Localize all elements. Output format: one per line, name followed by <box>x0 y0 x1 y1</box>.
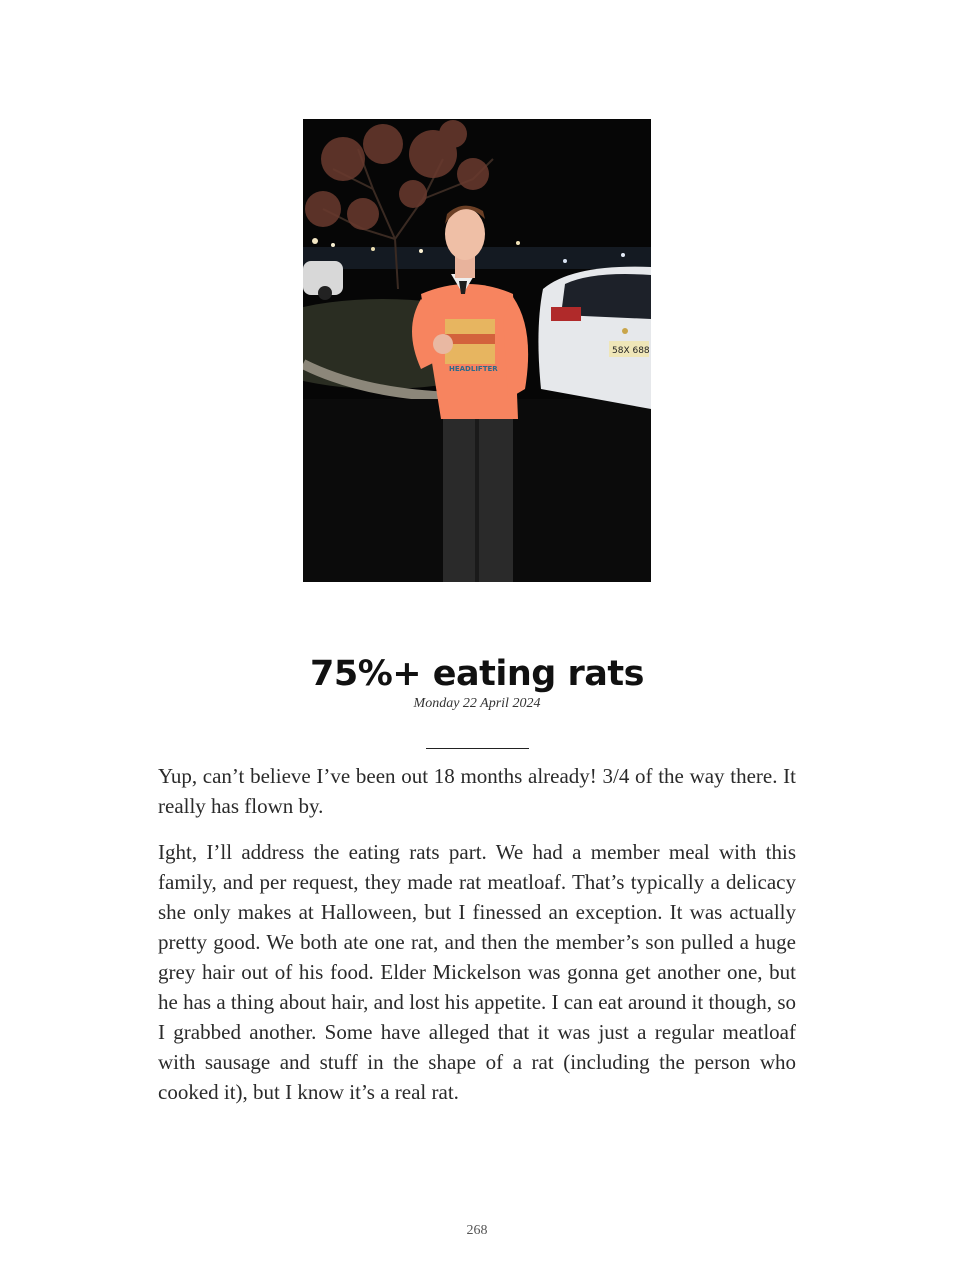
post-date: Monday 22 April 2024 <box>413 696 541 711</box>
page-number: 268 <box>466 1223 488 1238</box>
paragraph: Yup, can’t believe I’ve been out 18 months already! 3/4 of the way there. It really has flown by. <box>158 764 796 818</box>
portrait-photo <box>303 119 651 582</box>
svg-text:58X 688: 58X 688 <box>612 346 650 356</box>
post-title: 75%+ eating rats <box>310 654 644 694</box>
paragraph: Ight, I’ll address the eating rats part. We had a member meal with this family, and per request, they made rat meatloaf. That’s typically a delicacy she only makes at Halloween, but I finessed an exception. It was actually pretty good. We both ate one rat, and then the member’s son pulled a huge grey hair out of his food. Elder Mickelson was gonna get another one, but he has a thing about hair, and lost his appetite. I can eat around it though, so I grabbed another. Some have alleged that it was just a regular meatloaf with sausage and stuff in the shape of a rat (including the person who cooked it), but I know it’s a real rat. <box>158 840 796 1104</box>
section-divider <box>426 748 529 749</box>
svg-text:HEADLIFTER: HEADLIFTER <box>449 365 498 373</box>
post-body <box>158 761 796 1123</box>
